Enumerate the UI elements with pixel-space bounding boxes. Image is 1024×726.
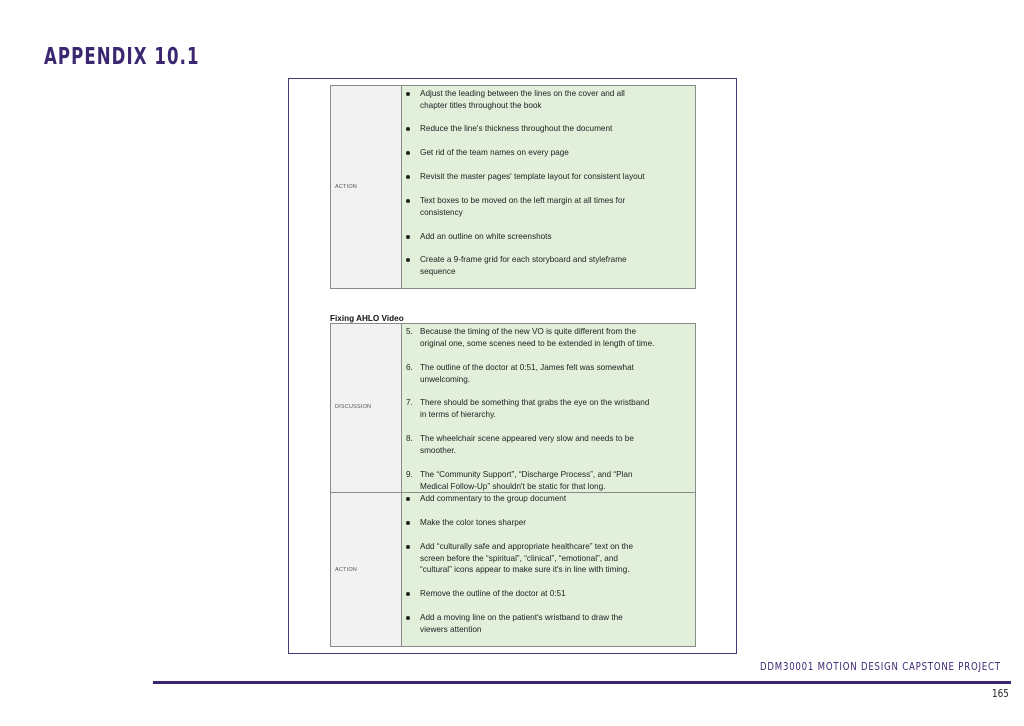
item-line: Add a moving line on the patient's wristband to draw the bbox=[420, 613, 623, 622]
list-item bbox=[420, 254, 690, 277]
bullet-icon bbox=[406, 127, 410, 131]
action-label: ACTION bbox=[335, 184, 357, 190]
item-number: 7. bbox=[406, 398, 413, 407]
item-line: consistency bbox=[420, 207, 463, 217]
list-item bbox=[406, 397, 690, 420]
item-line: Add an outline on white screenshots bbox=[420, 232, 552, 241]
list-item bbox=[420, 88, 690, 111]
item-line: Reduce the line's thickness throughout the document bbox=[420, 124, 613, 133]
item-line: Add commentary to the group document bbox=[420, 494, 567, 503]
bullet-icon bbox=[406, 151, 410, 155]
page-title: APPENDIX 10.1 bbox=[44, 44, 200, 70]
bullet-icon bbox=[406, 175, 410, 179]
item-line: Get rid of the team names on every page bbox=[420, 148, 569, 157]
discussion-label: DISCUSSION bbox=[335, 404, 372, 410]
discussion-items-cell bbox=[402, 324, 695, 492]
item-line: Text boxes to be moved on the left margin at all times for bbox=[420, 196, 626, 205]
list-item bbox=[420, 231, 690, 243]
bullet-icon bbox=[406, 497, 410, 501]
page-number: 165 bbox=[992, 687, 1009, 700]
list-item bbox=[420, 147, 690, 159]
item-line: Medical Follow-Up” shouldn't be static for that long. bbox=[420, 481, 606, 491]
action-items-cell bbox=[402, 86, 695, 288]
action-items-cell bbox=[402, 493, 695, 646]
action-label: ACTION bbox=[335, 567, 357, 573]
list-item bbox=[406, 326, 690, 349]
item-number: 6. bbox=[406, 363, 413, 372]
bullet-icon bbox=[406, 92, 410, 96]
item-number: 9. bbox=[406, 470, 413, 479]
list-item bbox=[420, 195, 690, 218]
item-line: The outline of the doctor at 0:51, James felt was somewhat bbox=[420, 363, 634, 372]
list-item bbox=[420, 493, 690, 505]
list-item bbox=[420, 541, 690, 576]
bullet-icon bbox=[406, 235, 410, 239]
list-item bbox=[420, 123, 690, 135]
footer-course-title: DDM30001 MOTION DESIGN CAPSTONE PROJECT bbox=[760, 660, 1001, 673]
list-item bbox=[420, 612, 690, 635]
action-table-2 bbox=[330, 492, 696, 647]
footer-divider bbox=[153, 681, 1011, 684]
item-line: in terms of hierarchy. bbox=[420, 409, 496, 419]
item-line: Adjust the leading between the lines on the cover and all bbox=[420, 89, 625, 98]
item-line: sequence bbox=[420, 266, 456, 276]
item-number: 5. bbox=[406, 327, 413, 336]
item-line: The “Community Support”, “Discharge Process”, and “Plan bbox=[420, 470, 633, 479]
item-line: There should be something that grabs the eye on the wristband bbox=[420, 398, 650, 407]
item-line: Because the timing of the new VO is quite different from the bbox=[420, 327, 637, 336]
item-line: chapter titles throughout the book bbox=[420, 100, 542, 110]
item-line: Add “culturally safe and appropriate healthcare” text on the bbox=[420, 542, 634, 551]
row-label-cell bbox=[331, 86, 402, 288]
bullet-icon bbox=[406, 592, 410, 596]
list-item bbox=[420, 171, 690, 183]
list-item bbox=[406, 362, 690, 385]
bullet-icon bbox=[406, 199, 410, 203]
section-heading: Fixing AHLO Video bbox=[330, 314, 404, 323]
item-line: unwelcoming. bbox=[420, 374, 471, 384]
item-line: Make the color tones sharper bbox=[420, 518, 527, 527]
item-line: screen before the “spiritual”, “clinical”, “emotional”, and bbox=[420, 553, 618, 563]
item-line: Create a 9-frame grid for each storyboard and styleframe bbox=[420, 255, 627, 264]
discussion-table bbox=[330, 323, 696, 493]
row-label-cell bbox=[331, 493, 402, 646]
item-line: Revisit the master pages' template layout for consistent layout bbox=[420, 172, 645, 181]
item-line: Remove the outline of the doctor at 0:51 bbox=[420, 589, 566, 598]
item-line: “cultural” icons appear to make sure it's in line with timing. bbox=[420, 565, 630, 574]
bullet-icon bbox=[406, 258, 410, 262]
item-number: 8. bbox=[406, 434, 413, 443]
row-label-cell bbox=[331, 324, 402, 492]
list-item bbox=[420, 588, 690, 600]
item-line: The wheelchair scene appeared very slow and needs to be bbox=[420, 434, 634, 443]
list-item bbox=[420, 517, 690, 529]
list-item bbox=[406, 433, 690, 456]
action-table-1 bbox=[330, 85, 696, 289]
item-line: original one, some scenes need to be extended in length of time. bbox=[420, 338, 655, 348]
bullet-icon bbox=[406, 521, 410, 525]
bullet-icon bbox=[406, 616, 410, 620]
list-item bbox=[406, 469, 690, 492]
item-line: smoother. bbox=[420, 445, 456, 455]
item-line: viewers attention bbox=[420, 624, 482, 634]
bullet-icon bbox=[406, 545, 410, 549]
